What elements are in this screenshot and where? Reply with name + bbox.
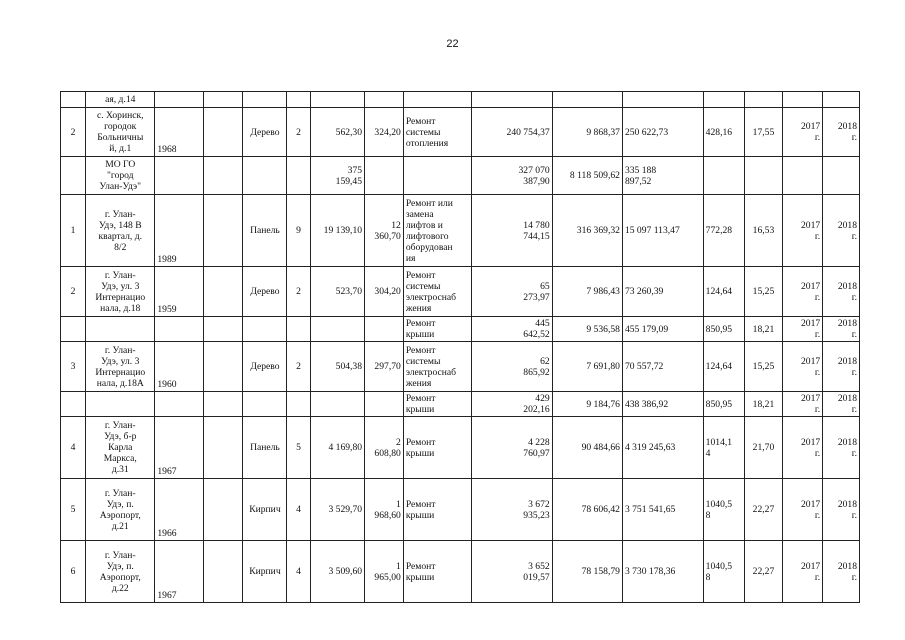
cell-end: 2018 г. bbox=[823, 541, 860, 603]
cell-unit-cost: 850,95 bbox=[703, 317, 744, 342]
empty-cell bbox=[203, 479, 243, 541]
empty-cell bbox=[203, 317, 243, 342]
cell-no bbox=[61, 392, 86, 417]
cell-c2: 73 260,39 bbox=[622, 267, 703, 317]
cell-area-living: 1 968,60 bbox=[365, 479, 404, 541]
cell-area-living bbox=[365, 157, 404, 195]
cell-c1: 78 606,42 bbox=[552, 479, 622, 541]
cell-floors bbox=[287, 92, 310, 108]
cell-cost: 65 273,97 bbox=[471, 267, 552, 317]
empty-cell bbox=[203, 157, 243, 195]
cell-start: 2017 г. bbox=[783, 267, 823, 317]
cell-c2: 455 179,09 bbox=[622, 317, 703, 342]
cell-floors bbox=[287, 157, 310, 195]
cell-area-total: 562,30 bbox=[310, 108, 365, 157]
table-row bbox=[61, 342, 860, 392]
cell-floors: 2 bbox=[287, 108, 310, 157]
cell-address: с. Хоринск, городок Больничны й, д.1 bbox=[86, 108, 155, 157]
table-row bbox=[61, 479, 860, 541]
cell-limit bbox=[744, 157, 783, 195]
cell-start: 2017 г. bbox=[783, 317, 823, 342]
empty-cell bbox=[203, 417, 243, 479]
cell-no bbox=[61, 317, 86, 342]
cell-wall bbox=[243, 392, 287, 417]
cell-work: Ремонт системы электроснаб жения bbox=[403, 267, 471, 317]
cell-cost: 240 754,37 bbox=[471, 108, 552, 157]
cell-year: 1960 bbox=[155, 342, 203, 392]
empty-cell bbox=[203, 267, 243, 317]
cell-cost: 445 642,52 bbox=[471, 317, 552, 342]
cell-year: 1989 bbox=[155, 195, 203, 267]
cell-floors bbox=[287, 392, 310, 417]
cell-end: 2018 г. bbox=[823, 342, 860, 392]
cell-work: Ремонт крыши bbox=[403, 479, 471, 541]
cell-no: 2 bbox=[61, 108, 86, 157]
cell-limit: 22,27 bbox=[744, 479, 783, 541]
housing-repair-table bbox=[60, 91, 860, 603]
cell-limit: 21,70 bbox=[744, 417, 783, 479]
cell-limit: 16,53 bbox=[744, 195, 783, 267]
cell-area-living: 2 608,80 bbox=[365, 417, 404, 479]
cell-work: Ремонт или замена лифтов и лифтового оборудован ия bbox=[403, 195, 471, 267]
cell-cost bbox=[471, 92, 552, 108]
table-row bbox=[61, 267, 860, 317]
cell-address: МО ГО "город Улан-Удэ" bbox=[86, 157, 155, 195]
cell-start: 2017 г. bbox=[783, 108, 823, 157]
cell-c1: 8 118 509,62 bbox=[552, 157, 622, 195]
cell-area-living: 12 360,70 bbox=[365, 195, 404, 267]
cell-unit-cost: 772,28 bbox=[703, 195, 744, 267]
cell-limit: 15,25 bbox=[744, 267, 783, 317]
cell-c1: 9 184,76 bbox=[552, 392, 622, 417]
cell-limit: 17,55 bbox=[744, 108, 783, 157]
cell-end: 2018 г. bbox=[823, 267, 860, 317]
cell-wall: Кирпич bbox=[243, 479, 287, 541]
table-row bbox=[61, 108, 860, 157]
cell-start: 2017 г. bbox=[783, 541, 823, 603]
cell-c1: 7 691,80 bbox=[552, 342, 622, 392]
cell-area-living bbox=[365, 92, 404, 108]
cell-year: 1967 bbox=[155, 541, 203, 603]
cell-address: г. Улан- Удэ, п. Аэропорт, д.22 bbox=[86, 541, 155, 603]
cell-address bbox=[86, 317, 155, 342]
cell-end: 2018 г. bbox=[823, 195, 860, 267]
cell-start: 2017 г. bbox=[783, 392, 823, 417]
empty-cell bbox=[203, 392, 243, 417]
cell-no: 4 bbox=[61, 417, 86, 479]
empty-cell bbox=[203, 342, 243, 392]
table-row bbox=[61, 195, 860, 267]
cell-year: 1967 bbox=[155, 417, 203, 479]
cell-c2: 70 557,72 bbox=[622, 342, 703, 392]
cell-address: г. Улан- Удэ, 148 В квартал, д. 8/2 bbox=[86, 195, 155, 267]
cell-address: г. Улан- Удэ, б-р Карла Маркса, д.31 bbox=[86, 417, 155, 479]
cell-address: ая, д.14 bbox=[86, 92, 155, 108]
cell-unit-cost: 850,95 bbox=[703, 392, 744, 417]
empty-cell bbox=[203, 92, 243, 108]
cell-start: 2017 г. bbox=[783, 479, 823, 541]
cell-floors: 4 bbox=[287, 541, 310, 603]
cell-floors: 2 bbox=[287, 342, 310, 392]
cell-area-total: 504,38 bbox=[310, 342, 365, 392]
cell-c1: 316 369,32 bbox=[552, 195, 622, 267]
cell-c1: 78 158,79 bbox=[552, 541, 622, 603]
cell-cost: 327 070 387,90 bbox=[471, 157, 552, 195]
cell-work: Ремонт системы электроснаб жения bbox=[403, 342, 471, 392]
cell-year bbox=[155, 157, 203, 195]
cell-unit-cost: 1040,5 8 bbox=[703, 541, 744, 603]
cell-wall: Панель bbox=[243, 195, 287, 267]
cell-floors bbox=[287, 317, 310, 342]
cell-limit: 18,21 bbox=[744, 317, 783, 342]
cell-area-living: 1 965,00 bbox=[365, 541, 404, 603]
cell-wall: Дерево bbox=[243, 342, 287, 392]
table-row bbox=[61, 541, 860, 603]
cell-end bbox=[823, 92, 860, 108]
empty-cell bbox=[203, 195, 243, 267]
cell-area-total: 3 509,60 bbox=[310, 541, 365, 603]
cell-unit-cost bbox=[703, 92, 744, 108]
cell-area-living bbox=[365, 317, 404, 342]
cell-area-total: 523,70 bbox=[310, 267, 365, 317]
cell-year: 1959 bbox=[155, 267, 203, 317]
cell-address bbox=[86, 392, 155, 417]
cell-work: Ремонт системы отопления bbox=[403, 108, 471, 157]
cell-limit bbox=[744, 92, 783, 108]
cell-c1: 90 484,66 bbox=[552, 417, 622, 479]
cell-work: Ремонт крыши bbox=[403, 417, 471, 479]
cell-end: 2018 г. bbox=[823, 417, 860, 479]
cell-start: 2017 г. bbox=[783, 417, 823, 479]
cell-c2: 335 188 897,52 bbox=[622, 157, 703, 195]
cell-c1 bbox=[552, 92, 622, 108]
cell-year bbox=[155, 317, 203, 342]
cell-floors: 5 bbox=[287, 417, 310, 479]
cell-address: г. Улан- Удэ, ул. 3 Интернацио нала, д.18 bbox=[86, 267, 155, 317]
cell-wall: Кирпич bbox=[243, 541, 287, 603]
cell-no: 5 bbox=[61, 479, 86, 541]
cell-unit-cost bbox=[703, 157, 744, 195]
cell-area-total bbox=[310, 92, 365, 108]
cell-c2: 4 319 245,63 bbox=[622, 417, 703, 479]
cell-start bbox=[783, 157, 823, 195]
cell-address: г. Улан- Удэ, ул. 3 Интернацио нала, д.18А bbox=[86, 342, 155, 392]
cell-end: 2018 г. bbox=[823, 108, 860, 157]
cell-c1: 7 986,43 bbox=[552, 267, 622, 317]
cell-work: Ремонт крыши bbox=[403, 392, 471, 417]
cell-start: 2017 г. bbox=[783, 195, 823, 267]
cell-cost: 62 865,92 bbox=[471, 342, 552, 392]
cell-area-living: 297,70 bbox=[365, 342, 404, 392]
cell-no: 3 bbox=[61, 342, 86, 392]
cell-c1: 9 536,58 bbox=[552, 317, 622, 342]
cell-limit: 18,21 bbox=[744, 392, 783, 417]
cell-c2: 3 730 178,36 bbox=[622, 541, 703, 603]
cell-end: 2018 г. bbox=[823, 392, 860, 417]
table-row bbox=[61, 417, 860, 479]
cell-c2: 15 097 113,47 bbox=[622, 195, 703, 267]
cell-area-total: 4 169,80 bbox=[310, 417, 365, 479]
page-number: 22 bbox=[446, 38, 459, 50]
cell-no: 1 bbox=[61, 195, 86, 267]
cell-start bbox=[783, 92, 823, 108]
cell-area-total: 19 139,10 bbox=[310, 195, 365, 267]
cell-area-total: 3 529,70 bbox=[310, 479, 365, 541]
cell-limit: 22,27 bbox=[744, 541, 783, 603]
cell-c2: 250 622,73 bbox=[622, 108, 703, 157]
cell-work: Ремонт крыши bbox=[403, 541, 471, 603]
cell-unit-cost: 428,16 bbox=[703, 108, 744, 157]
table-row bbox=[61, 157, 860, 195]
cell-c1: 9 868,37 bbox=[552, 108, 622, 157]
cell-area-living: 304,20 bbox=[365, 267, 404, 317]
cell-end: 2018 г. bbox=[823, 317, 860, 342]
cell-limit: 15,25 bbox=[744, 342, 783, 392]
cell-wall: Дерево bbox=[243, 108, 287, 157]
cell-wall: Панель bbox=[243, 417, 287, 479]
cell-cost: 3 672 935,23 bbox=[471, 479, 552, 541]
empty-cell bbox=[203, 108, 243, 157]
cell-wall bbox=[243, 157, 287, 195]
cell-no: 2 bbox=[61, 267, 86, 317]
cell-cost: 3 652 019,57 bbox=[471, 541, 552, 603]
cell-wall: Дерево bbox=[243, 267, 287, 317]
cell-wall bbox=[243, 317, 287, 342]
table-row bbox=[61, 317, 860, 342]
cell-start: 2017 г. bbox=[783, 342, 823, 392]
table-row bbox=[61, 392, 860, 417]
cell-year bbox=[155, 92, 203, 108]
empty-cell bbox=[203, 541, 243, 603]
cell-cost: 429 202,16 bbox=[471, 392, 552, 417]
cell-floors: 2 bbox=[287, 267, 310, 317]
cell-cost: 14 780 744,15 bbox=[471, 195, 552, 267]
cell-unit-cost: 124,64 bbox=[703, 267, 744, 317]
cell-end: 2018 г. bbox=[823, 479, 860, 541]
cell-unit-cost: 124,64 bbox=[703, 342, 744, 392]
cell-wall bbox=[243, 92, 287, 108]
cell-work bbox=[403, 92, 471, 108]
cell-work bbox=[403, 157, 471, 195]
cell-c2 bbox=[622, 92, 703, 108]
cell-area-total: 375 159,45 bbox=[310, 157, 365, 195]
cell-c2: 3 751 541,65 bbox=[622, 479, 703, 541]
cell-c2: 438 386,92 bbox=[622, 392, 703, 417]
cell-no bbox=[61, 92, 86, 108]
cell-address: г. Улан- Удэ, п. Аэропорт, д.21 bbox=[86, 479, 155, 541]
cell-unit-cost: 1040,5 8 bbox=[703, 479, 744, 541]
cell-year bbox=[155, 392, 203, 417]
table-row bbox=[61, 92, 860, 108]
cell-unit-cost: 1014,1 4 bbox=[703, 417, 744, 479]
cell-floors: 9 bbox=[287, 195, 310, 267]
cell-area-living: 324,20 bbox=[365, 108, 404, 157]
cell-work: Ремонт крыши bbox=[403, 317, 471, 342]
cell-end bbox=[823, 157, 860, 195]
cell-area-total bbox=[310, 317, 365, 342]
cell-no: 6 bbox=[61, 541, 86, 603]
cell-area-living bbox=[365, 392, 404, 417]
cell-year: 1968 bbox=[155, 108, 203, 157]
cell-floors: 4 bbox=[287, 479, 310, 541]
cell-year: 1966 bbox=[155, 479, 203, 541]
cell-no bbox=[61, 157, 86, 195]
cell-area-total bbox=[310, 392, 365, 417]
cell-cost: 4 228 760,97 bbox=[471, 417, 552, 479]
